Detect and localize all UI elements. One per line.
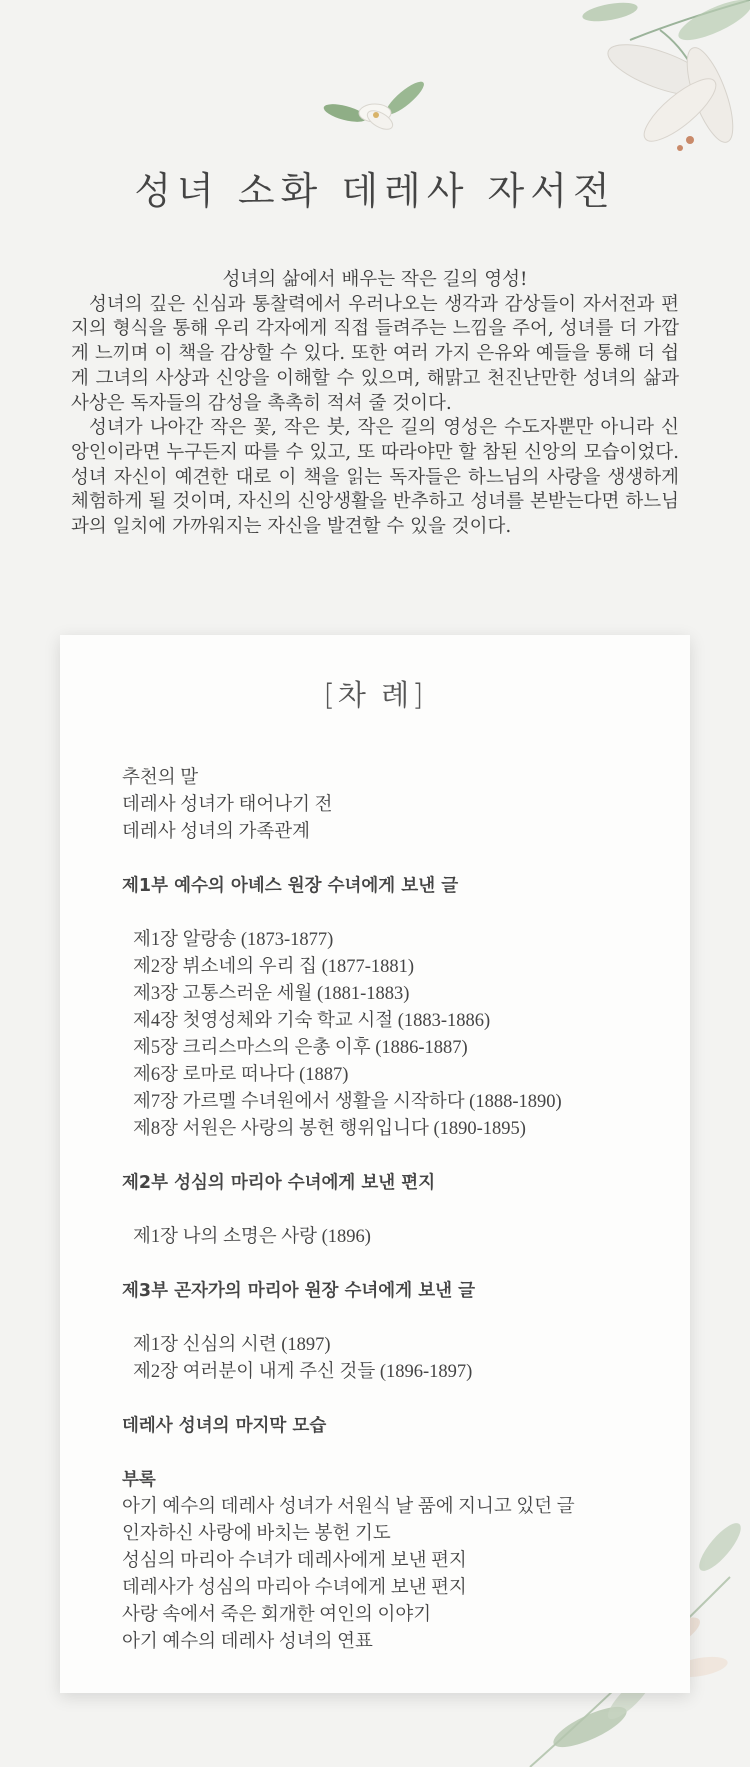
toc-chapter: 제1장 나의 소명은 사랑 (1896) [133, 1227, 371, 1247]
toc-appendix-item: 인자하신 사랑에 바치는 봉헌 기도 [122, 1524, 391, 1544]
table-of-contents-card [60, 635, 690, 1693]
page-title: 성녀 소화 데레사 자서전 [134, 169, 616, 213]
toc-final-title: 데레사 성녀의 마지막 모습 [122, 1416, 327, 1436]
lily-flower-icon [510, 0, 750, 180]
toc-item: 데레사 성녀의 가족관계 [122, 822, 310, 842]
toc-appendix-item: 아기 예수의 데레사 성녀의 연표 [122, 1632, 373, 1652]
toc-chapter: 제6장 로마로 떠나다 (1887) [133, 1065, 349, 1085]
toc-chapter: 제3장 고통스러운 세월 (1881-1883) [133, 984, 410, 1004]
toc-item: 추천의 말 [122, 768, 199, 788]
toc-chapter: 제2장 여러분이 내게 주신 것들 (1896-1897) [133, 1362, 473, 1382]
toc-chapter: 제7장 가르멜 수녀원에서 생활을 시작하다 (1888-1890) [133, 1092, 562, 1112]
toc-chapter: 제1장 알랑송 (1873-1877) [133, 930, 334, 950]
toc-part-title: 제2부 성심의 마리아 수녀에게 보낸 편지 [122, 1173, 436, 1193]
intro-lead: 성녀의 삶에서 배우는 작은 길의 영성! [222, 269, 528, 290]
toc-list [122, 765, 662, 1656]
toc-appendix-item: 데레사가 성심의 마리아 수녀에게 보낸 편지 [122, 1578, 467, 1598]
toc-chapter: 제8장 서원은 사랑의 봉헌 행위입니다 (1890-1895) [133, 1119, 526, 1139]
intro-section [71, 268, 679, 540]
intro-paragraph-2: 성녀가 나아간 작은 꽃, 작은 붓, 작은 길의 영성은 수도자뿐만 아니라 신앙인이라면 누구든지 따를 수 있고, 또 따라야만 할 참된 신앙의 모습이었다. 성녀 자신이 예견한 대로 이 책을 읽는 독자들은 하느님의 사랑을 생생하게 체험하게 될 것이며, 자신의 신앙생활을 반추하고 성녀를 본받는다면 하느님과의 일치에 가까워지는 자신을 발견할 수 있을 것이다. [71, 417, 679, 538]
intro-paragraph-1: 성녀의 깊은 신심과 통찰력에서 우러나오는 생각과 감상들이 자서전과 편지의 형식을 통해 우리 각자에게 직접 들려주는 느낌을 주어, 성녀를 더 가깝게 느끼며 이 책을 감상할 수 있다. 또한 여러 가지 은유와 예들을 통해 더 쉽게 그녀의 사상과 신앙을 이해할 수 있으며, 해맑고 천진난만한 성녀의 삶과 사상은 독자들의 감성을 촉촉히 적셔 줄 것이다. [71, 293, 679, 414]
toc-appendix-title: 부록 [122, 1470, 156, 1490]
toc-part-title: 제1부 예수의 아녜스 원장 수녀에게 보낸 글 [122, 876, 459, 896]
toc-appendix-item: 사랑 속에서 죽은 회개한 여인의 이야기 [122, 1605, 432, 1625]
toc-appendix-item: 아기 예수의 데레사 성녀가 서원식 날 품에 지니고 있던 글 [122, 1497, 575, 1517]
toc-item: 데레사 성녀가 태어나기 전 [122, 795, 333, 815]
toc-appendix-item: 성심의 마리아 수녀가 데레사에게 보낸 편지 [122, 1551, 467, 1571]
toc-chapter: 제1장 신심의 시련 (1897) [133, 1335, 331, 1355]
flower-sprig-icon [310, 68, 440, 148]
toc-chapter: 제2장 뷔소네의 우리 집 (1877-1881) [133, 957, 415, 977]
toc-part-title: 제3부 곤자가의 마리아 원장 수녀에게 보낸 글 [122, 1281, 476, 1301]
toc-chapter: 제5장 크리스마스의 은총 이후 (1886-1887) [133, 1038, 468, 1058]
toc-chapter: 제4장 첫영성체와 기숙 학교 시절 (1883-1886) [133, 1011, 491, 1031]
toc-heading: [차 례] [323, 678, 427, 712]
